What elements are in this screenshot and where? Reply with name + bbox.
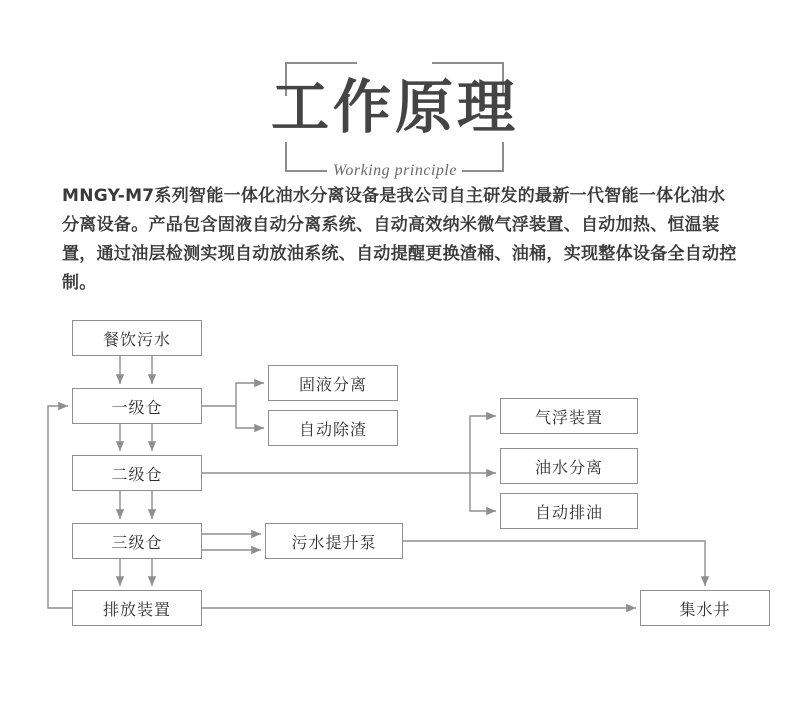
node-zidong-paiyou: 自动排油 (500, 493, 638, 529)
page-title: 工作原理 (270, 73, 519, 141)
header-frame-top-left (285, 62, 357, 64)
process-flow-diagram (0, 310, 790, 650)
node-wushui-tishengbeng: 污水提升泵 (265, 523, 403, 559)
node-erjicang: 二级仓 (72, 455, 202, 491)
node-yijicang: 一级仓 (72, 388, 202, 424)
node-guye-fenli: 固液分离 (268, 365, 398, 401)
node-zidong-chuzha: 自动除渣 (268, 410, 398, 446)
node-canyin-wushui: 餐饮污水 (72, 320, 202, 356)
header-frame-top-right (432, 62, 504, 64)
node-paifang-zhuangzhi: 排放装置 (72, 590, 202, 626)
node-qifu-zhuangzhi: 气浮装置 (500, 398, 638, 434)
page-header (0, 22, 790, 179)
node-youshui-fenli: 油水分离 (500, 448, 638, 484)
node-sanjicang: 三级仓 (72, 523, 202, 559)
intro-paragraph: MNGY-M7系列智能一体化油水分离设备是我公司自主研发的最新一代智能一体化油水分离设备。产品包含固液自动分离系统、自动高效纳米微气浮装置、自动加热、恒温装置，通过油层检测实现自动放油系统、自动提醒更换渣桶、油桶，实现整体设备全自动控制。 (62, 186, 737, 293)
page-subtitle: Working principle (333, 162, 457, 179)
node-jishuijing: 集水井 (640, 590, 770, 626)
